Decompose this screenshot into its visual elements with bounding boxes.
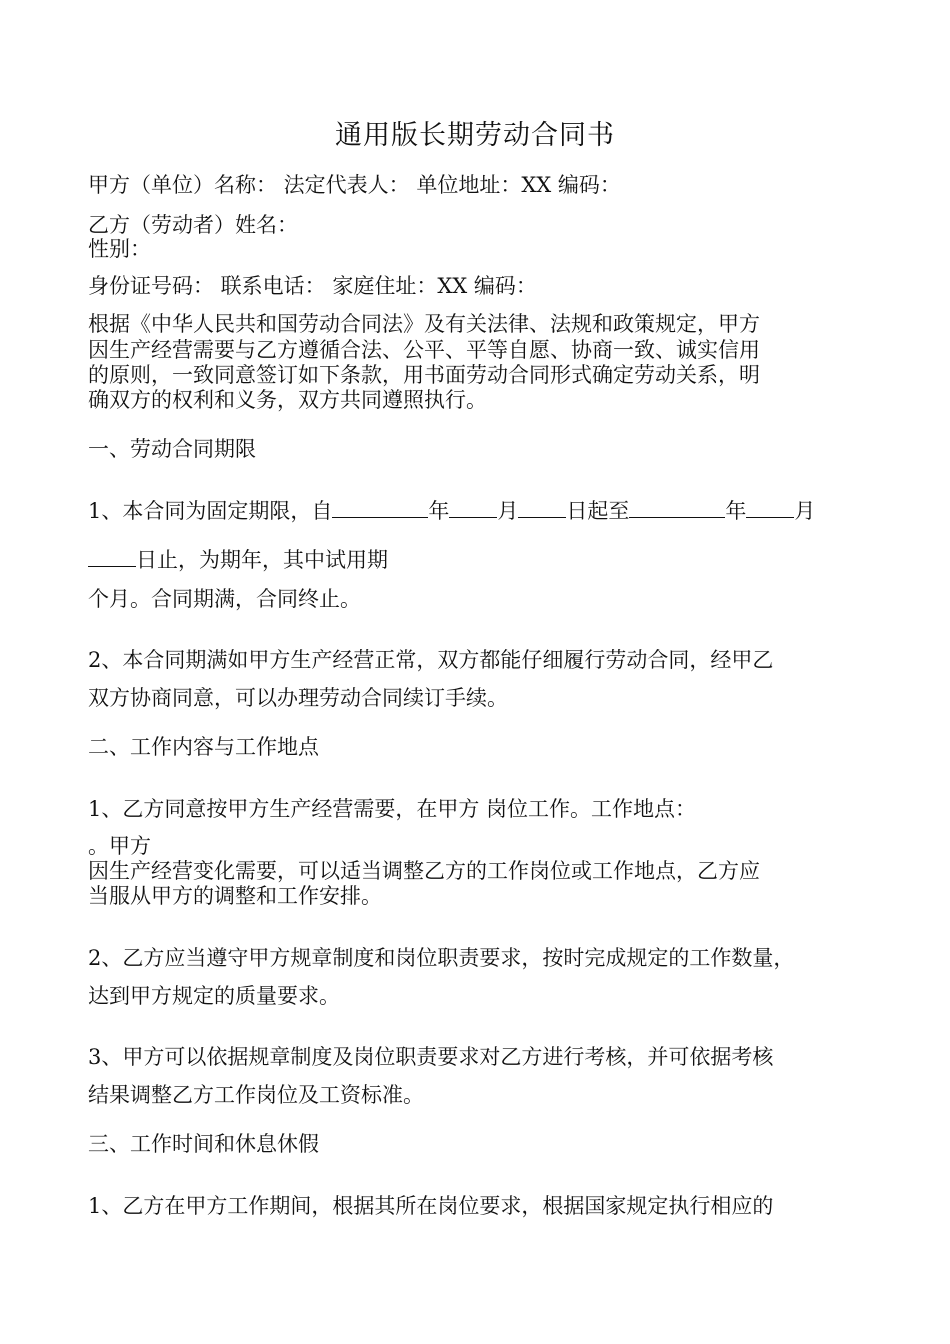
renewal-clause-line-2: 双方协商同意，可以办理劳动合同续订手续。 bbox=[88, 686, 508, 710]
party-a-info: 甲方（单位）名称： 法定代表人： 单位地址：XX 编码： bbox=[88, 173, 621, 197]
work-clause-1-line-3: 因生产经营变化需要，可以适当调整乙方的工作岗位或工作地点，乙方应 bbox=[88, 859, 760, 883]
party-b-contact: 身份证号码： 联系电话： 家庭住址：XX 编码： bbox=[88, 274, 537, 298]
work-clause-1-line-2: 。甲方 bbox=[88, 834, 151, 858]
term-text-end-month: 月 bbox=[794, 499, 816, 523]
preamble-line-1: 根据《中华人民共和国劳动合同法》及有关法律、法规和政策规定，甲方 bbox=[88, 312, 760, 336]
work-clause-1-line-4: 当服从甲方的调整和工作安排。 bbox=[88, 884, 382, 908]
renewal-clause-line-1: 2、本合同期满如甲方生产经营正常，双方都能仔细履行劳动合同，经甲乙 bbox=[88, 648, 774, 672]
work-clause-3-line-2: 结果调整乙方工作岗位及工资标准。 bbox=[88, 1083, 424, 1107]
hours-clause-1-line-1: 1、乙方在甲方工作期间，根据其所在岗位要求，根据国家规定执行相应的 bbox=[88, 1194, 774, 1218]
term-clause-line-1 bbox=[88, 497, 878, 524]
work-clause-2-line-1: 2、乙方应当遵守甲方规章制度和岗位职责要求，按时完成规定的工作数量， bbox=[88, 946, 795, 970]
work-clause-3-line-1: 3、甲方可以依据规章制度及岗位职责要求对乙方进行考核，并可依据考核 bbox=[88, 1045, 774, 1069]
end-year-blank bbox=[629, 497, 725, 518]
term-text-month: 月 bbox=[497, 499, 519, 523]
preamble-line-3: 的原则，一致同意签订如下条款，用书面劳动合同形式确定劳动关系，明 bbox=[88, 363, 760, 387]
end-month-blank bbox=[746, 497, 794, 518]
section-heading-term: 一、劳动合同期限 bbox=[88, 437, 256, 461]
term-clause-line-2 bbox=[88, 546, 878, 573]
start-year-blank bbox=[332, 497, 428, 518]
section-heading-work: 二、工作内容与工作地点 bbox=[88, 735, 319, 759]
document-title: 通用版长期劳动合同书 bbox=[335, 120, 615, 151]
preamble-line-2: 因生产经营需要与乙方遵循合法、公平、平等自愿、协商一致、诚实信用 bbox=[88, 338, 760, 362]
term-text-until: 日起至 bbox=[566, 499, 630, 523]
start-day-blank bbox=[518, 497, 566, 518]
party-b-gender: 性别： bbox=[88, 237, 151, 261]
preamble-line-4: 确双方的权利和义务，双方共同遵照执行。 bbox=[88, 388, 487, 412]
party-b-name: 乙方（劳动者）姓名： bbox=[88, 213, 298, 237]
section-heading-hours: 三、工作时间和休息休假 bbox=[88, 1132, 319, 1156]
work-clause-2-line-2: 达到甲方规定的质量要求。 bbox=[88, 984, 340, 1008]
end-day-blank bbox=[88, 546, 136, 567]
term-text-from: 1、本合同为固定期限，自 bbox=[88, 499, 333, 523]
term-clause-line-3: 个月。合同期满，合同终止。 bbox=[88, 587, 361, 611]
term-text-year: 年 bbox=[428, 499, 450, 523]
term-text-end-year: 年 bbox=[725, 499, 747, 523]
work-clause-1-line-1: 1、乙方同意按甲方生产经营需要，在甲方 岗位工作。工作地点： bbox=[88, 797, 697, 821]
term-text-probation: 日止，为期年，其中试用期 bbox=[136, 548, 388, 572]
start-month-blank bbox=[449, 497, 497, 518]
